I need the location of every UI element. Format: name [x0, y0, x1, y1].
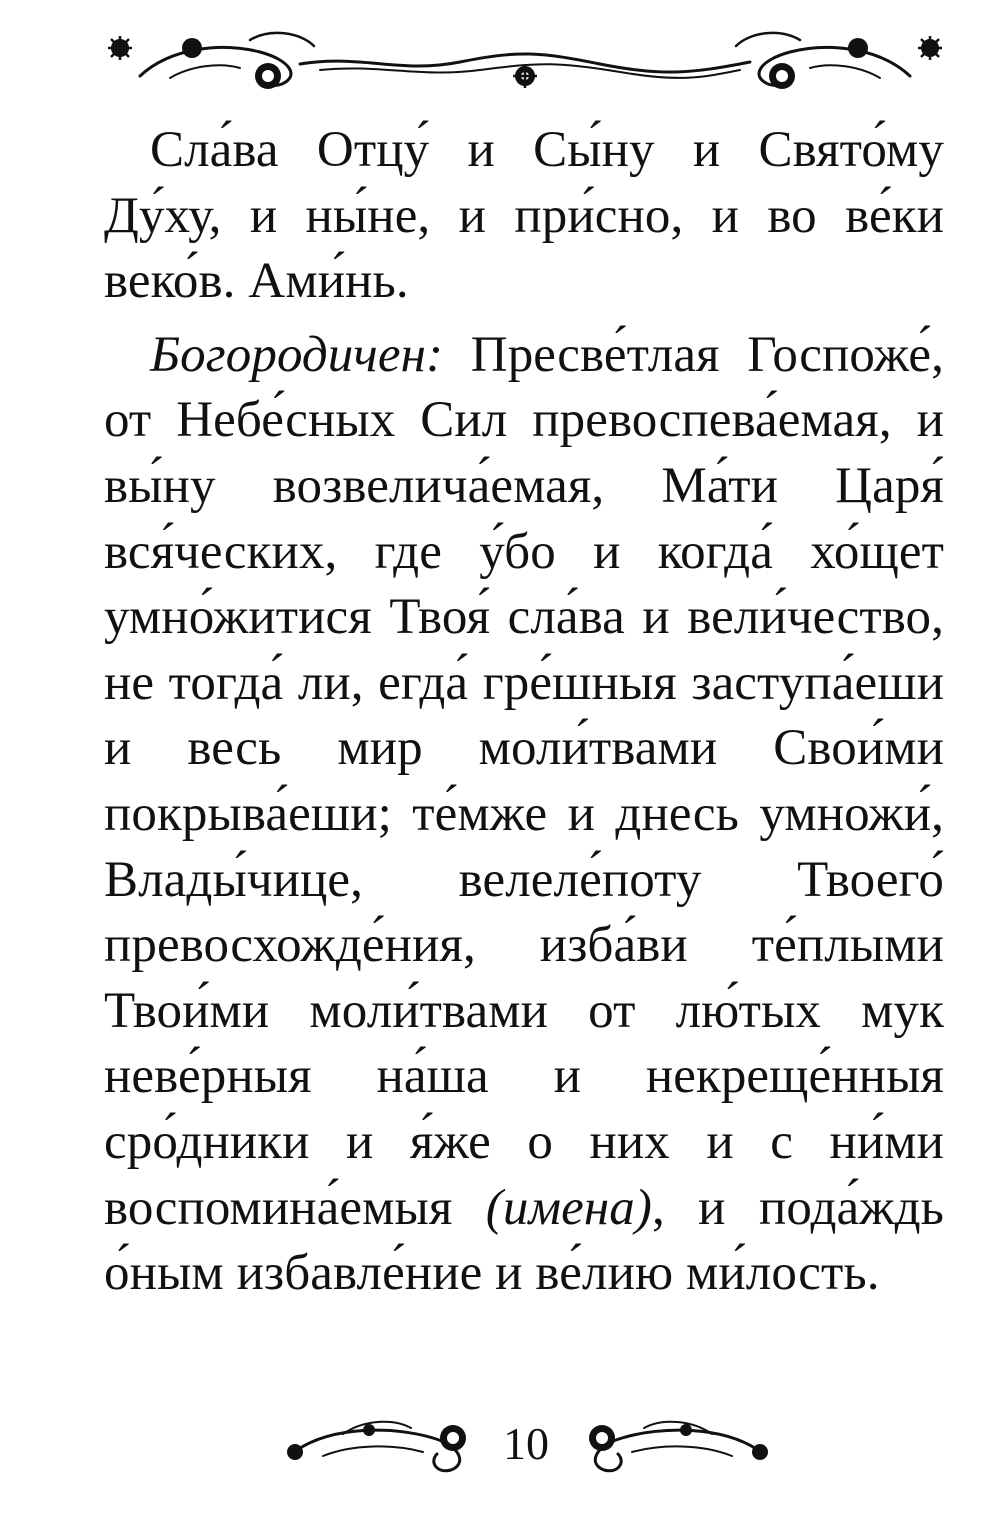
theotokion-text: Пресве́тлая Госпоже́, от Небе́сных Сил превоспева́емая, и вы́ну возвелича́емая, Ма́ти Царя́ вся́ческих, где у́бо и когда́ хо́щет умно́житися Твоя́ сла́ва и вели́чество, не тогда́ ли, егда́ гре́шныя заступа́еши и весь мир моли́твами Свои́ми покрыва́еши; те́мже и днесь умножи́, Влады́чице, велеле́поту Твоего́ превосхожде́ния, изба́ви те́плыми Твои́ми моли́твами от лю́тых мук неве́рныя на́ша и некреще́нныя сро́дники и я́же о них и с ни́ми воспомина́емыя	[104, 326, 944, 1236]
page-footer	[0, 1400, 1000, 1490]
doxology-text: Сла́ва Отцу́ и Сы́ну и Свято́му Ду́ху, и ны́не, и при́сно, и во ве́ки веко́в. Ами́нь.	[104, 122, 944, 310]
prayer-text	[104, 118, 944, 1307]
theotokion-paragraph	[104, 323, 944, 1307]
floral-scroll-right-icon	[572, 1404, 772, 1484]
theotokion-text-end: , и пода́ждь о́ным избавле́ние и ве́лию ми́лость.	[104, 1179, 944, 1302]
floral-vine-ornament-icon	[100, 18, 950, 106]
floral-scroll-left-icon	[283, 1404, 483, 1484]
theotokion-label: Богородичен:	[150, 326, 444, 383]
names-insert: (имена)	[485, 1179, 652, 1236]
page-number: 10	[503, 1418, 549, 1469]
doxology-paragraph	[104, 118, 944, 315]
